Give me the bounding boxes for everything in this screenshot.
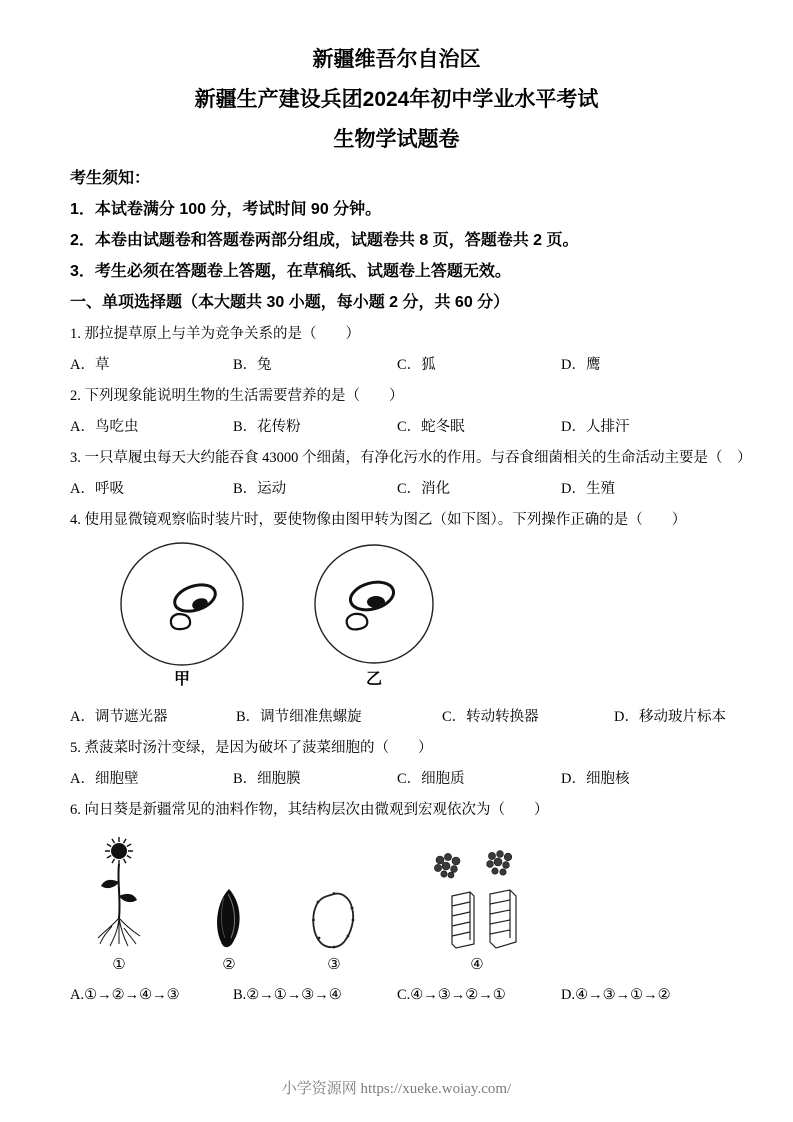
question-6-option-b: B.②→①→③→④ xyxy=(233,987,342,1003)
notice-heading: 考生须知： xyxy=(70,170,151,187)
notice-item-2: 2．本卷由试题卷和答题卷两部分组成，试题卷共 8 页，答题卷共 2 页。 xyxy=(70,232,579,249)
notice-item-1: 1．本试卷满分 100 分，考试时间 90 分钟。 xyxy=(70,201,382,218)
question-1-stem: 1. 那拉提草原上与羊为竞争关系的是（ ） xyxy=(70,326,360,342)
question-2-option-c: C．蛇冬眠 xyxy=(397,419,465,435)
question-4-option-c: C．转动转换器 xyxy=(442,709,539,725)
question-2-options xyxy=(70,418,723,437)
microscope-views-illustration xyxy=(82,538,502,688)
figure-label-2: ② xyxy=(222,957,236,973)
plant-cell-icon xyxy=(308,890,360,952)
figure-label-jia: 甲 xyxy=(174,671,191,688)
question-4-option-b: B．调节细准焦螺旋 xyxy=(236,709,362,725)
question-5-option-a: A．细胞壁 xyxy=(70,771,139,787)
question-2-option-b: B．花传粉 xyxy=(233,419,301,435)
question-6-options xyxy=(70,986,723,1005)
section-heading: 一、单项选择题（本大题共 30 小题，每小题 2 分，共 60 分） xyxy=(70,294,510,311)
plant-tissues-icon xyxy=(418,844,536,952)
question-4 xyxy=(70,511,726,727)
question-2 xyxy=(70,387,723,437)
question-3-option-b: B．运动 xyxy=(233,481,287,497)
question-4-option-a: A．调节遮光器 xyxy=(70,709,168,725)
question-2-option-d: D．人排汗 xyxy=(561,419,630,435)
figure-item-cell xyxy=(308,890,360,974)
figure-label-3: ③ xyxy=(327,957,341,973)
question-6-stem: 6. 向日葵是新疆常见的油料作物，其结构层次由微观到宏观依次为（ ） xyxy=(70,802,549,818)
exam-title-line-2: 新疆生产建设兵团2024年初中学业水平考试 xyxy=(194,88,599,111)
sunflower-seed-icon xyxy=(208,886,250,952)
figure-item-plant xyxy=(88,834,150,974)
question-1 xyxy=(70,325,723,375)
question-1-option-a: A．草 xyxy=(70,357,110,373)
question-5-option-d: D．细胞核 xyxy=(561,771,630,787)
notice-item-3: 3．考生必须在答题卷上答题，在草稿纸、试题卷上答题无效。 xyxy=(70,263,511,280)
figure-item-tissues xyxy=(418,844,536,974)
question-4-options xyxy=(70,708,726,727)
question-6-option-a: A.①→②→④→③ xyxy=(70,987,180,1003)
question-3-options xyxy=(70,480,723,499)
question-2-option-a: A．鸟吃虫 xyxy=(70,419,139,435)
question-4-option-d: D．移动玻片标本 xyxy=(614,709,726,725)
figure-label-yi: 乙 xyxy=(366,671,383,688)
question-6-figure xyxy=(88,832,723,974)
exam-title-line-1: 新疆维吾尔自治区 xyxy=(312,48,481,71)
question-3 xyxy=(70,449,752,499)
sunflower-plant-icon xyxy=(88,834,150,952)
question-6-option-c: C.④→③→②→① xyxy=(397,987,506,1003)
question-1-option-b: B．兔 xyxy=(233,357,272,373)
question-3-stem: 3. 一只草履虫每天大约能吞食 43000 个细菌，有净化污水的作用。与吞食细菌相关的生命活动主要是（ ） xyxy=(70,450,752,466)
figure-label-4: ④ xyxy=(470,957,484,973)
question-1-option-d: D．鹰 xyxy=(561,357,601,373)
question-3-option-c: C．消化 xyxy=(397,481,451,497)
question-4-stem: 4. 使用显微镜观察临时装片时，要使物像由图甲转为图乙（如下图）。下列操作正确的是（ ） xyxy=(70,512,687,528)
question-5-options xyxy=(70,770,723,789)
question-1-option-c: C．狐 xyxy=(397,357,436,373)
question-5-option-b: B．细胞膜 xyxy=(233,771,301,787)
question-5 xyxy=(70,739,723,789)
question-2-stem: 2. 下列现象能说明生物的生活需要营养的是（ ） xyxy=(70,388,404,404)
figure-item-seed xyxy=(208,886,250,974)
question-6 xyxy=(70,801,723,1005)
question-4-figure xyxy=(82,538,723,696)
question-5-option-c: C．细胞质 xyxy=(397,771,465,787)
figure-label-1: ① xyxy=(112,957,126,973)
question-6-option-d: D.④→③→①→② xyxy=(561,987,671,1003)
question-3-option-d: D．生殖 xyxy=(561,481,615,497)
watermark-footer: 小学资源网 https://xueke.woiay.com/ xyxy=(281,1081,512,1097)
question-3-option-a: A．呼吸 xyxy=(70,481,124,497)
question-1-options xyxy=(70,356,723,375)
question-5-stem: 5. 煮菠菜时汤汁变绿，是因为破坏了菠菜细胞的（ ） xyxy=(70,740,433,756)
exam-title-line-3: 生物学试题卷 xyxy=(333,128,460,151)
